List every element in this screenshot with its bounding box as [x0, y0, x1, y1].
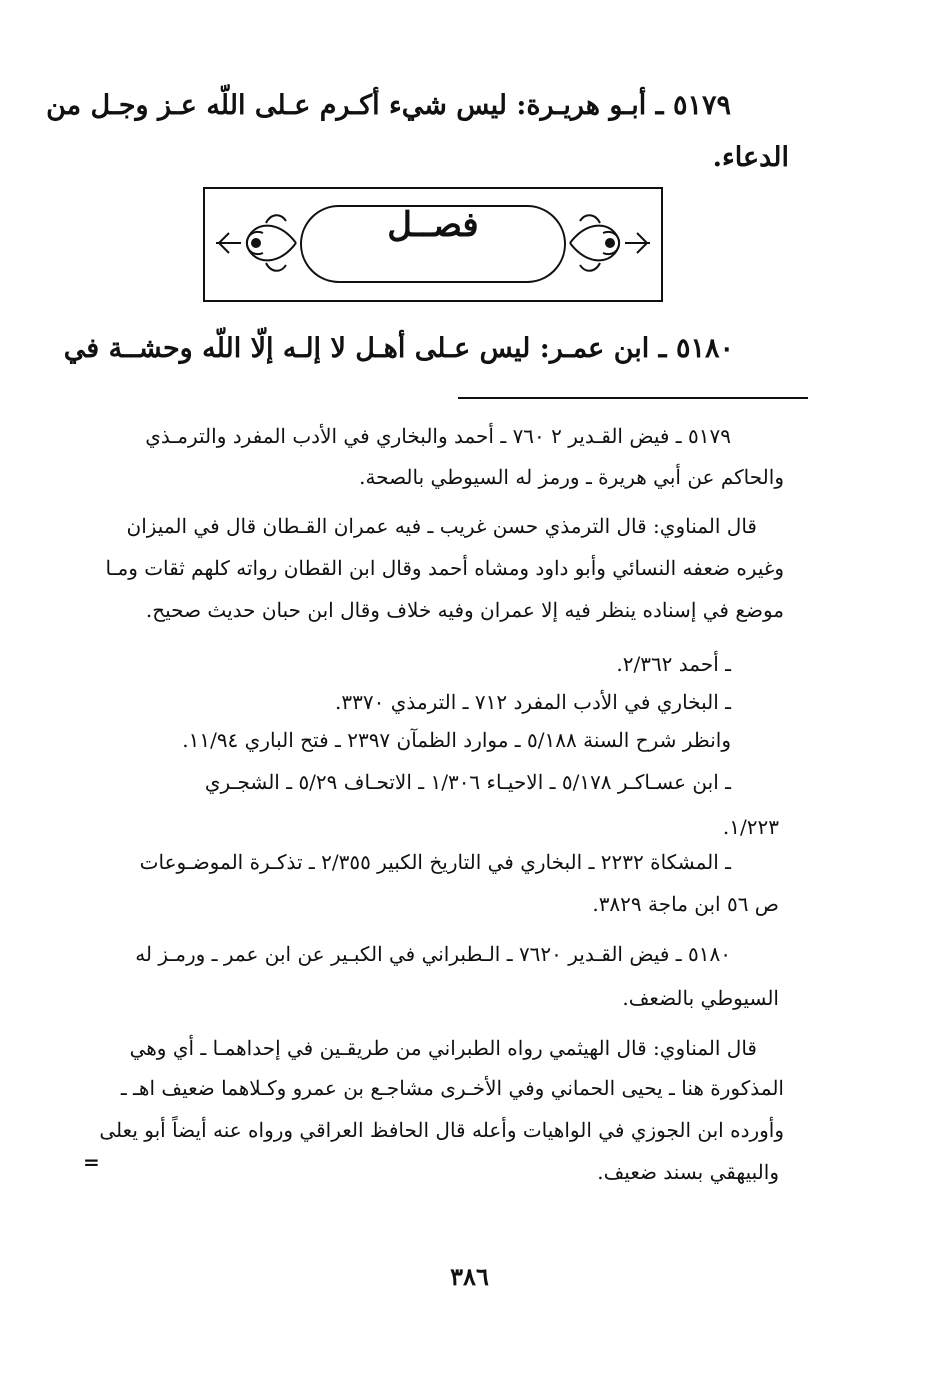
munawi-note-1-line-1: قال المناوي: قال الترمذي حسن غريب ـ فيه عمران القـطان قال في الميزان — [126, 514, 757, 538]
page-number: ٣٨٦ — [450, 1262, 489, 1291]
section-title: فصــل — [387, 205, 479, 245]
reference-line-1: ـ أحمد ٢/٣٦٢. — [616, 652, 731, 676]
footnote-5180-line-1: ٥١٨٠ ـ فيض القـدير ٧٦٢٠ ـ الـطبراني في الكبـير عن ابن عمر ـ ورمـز له — [135, 942, 731, 966]
entry-5179-line-2: الدعاء. — [712, 142, 789, 173]
right-ornament-icon — [565, 203, 655, 283]
footnote-5179-line-1: ٥١٧٩ ـ فيض القـدير ٢ ٧٦٠ ـ أحمد والبخاري في الأدب المفرد والترمـذي — [145, 424, 731, 448]
munawi-note-2-line-3: وأورده ابن الجوزي في الواهيات وأعله قال الحافظ العراقي ورواه عنه أيضاً أبو يعلى — [99, 1118, 784, 1142]
footnote-divider — [458, 397, 808, 399]
reference-line-4: ـ ابن عسـاكـر ٥/١٧٨ ـ الاحيـاء ١/٣٠٦ ـ الاتحـاف ٥/٢٩ ـ الشجـري — [204, 770, 731, 794]
section-title-frame — [203, 187, 663, 302]
footnote-5179-line-2: والحاكم عن أبي هريرة ـ ورمز له السيوطي بالصحة. — [359, 465, 784, 489]
munawi-note-2-line-4: والبيهقي بسند ضعيف. — [597, 1160, 779, 1184]
reference-line-2: ـ البخاري في الأدب المفرد ٧١٢ ـ الترمذي ٣٣٧٠. — [335, 690, 731, 714]
munawi-note-2-line-2: المذكورة هنا ـ يحيى الحماني وفي الأخـرى مشاجـع بن عمرو وكـلاهما ضعيف اهـ ـ — [120, 1076, 784, 1100]
entry-5179-line-1: ٥١٧٩ ـ أبـو هريـرة: ليس شيء أكـرم عـلى اللّه عـز وجـل من — [46, 90, 731, 121]
munawi-note-2-line-1: قال المناوي: قال الهيثمي رواه الطبراني من طريقـين في إحداهمـا ـ أي وهي — [129, 1036, 757, 1060]
entry-5180-line-1: ٥١٨٠ ـ ابن عمـر: ليس عـلى أهـل لا إلـه إلّا اللّه وحشــة في — [63, 333, 734, 364]
reference-line-4-cont: ١/٢٢٣. — [722, 815, 779, 839]
reference-line-5-cont: ص ٥٦ ابن ماجة ٣٨٢٩. — [592, 892, 779, 916]
footnote-5180-line-2: السيوطي بالضعف. — [622, 986, 779, 1010]
munawi-note-1-line-2: وغيره ضعفه النسائي وأبو داود ومشاه أحمد وقال ابن القطان رواته كلهم ثقات ومـا — [105, 556, 784, 580]
continuation-mark: = — [83, 1150, 100, 1174]
reference-line-5: ـ المشكاة ٢٢٣٢ ـ البخاري في التاريخ الكبير ٢/٣٥٥ ـ تذكـرة الموضـوعات — [139, 850, 731, 874]
reference-line-3: وانظر شرح السنة ٥/١٨٨ ـ موارد الظمآن ٢٣٩٧ ـ فتح الباري ١١/٩٤. — [182, 728, 731, 752]
munawi-note-1-line-3: موضع في إسناده ينظر فيه إلا عمران وفيه خلاف وقال ابن حبان حديث صحيح. — [145, 598, 784, 622]
